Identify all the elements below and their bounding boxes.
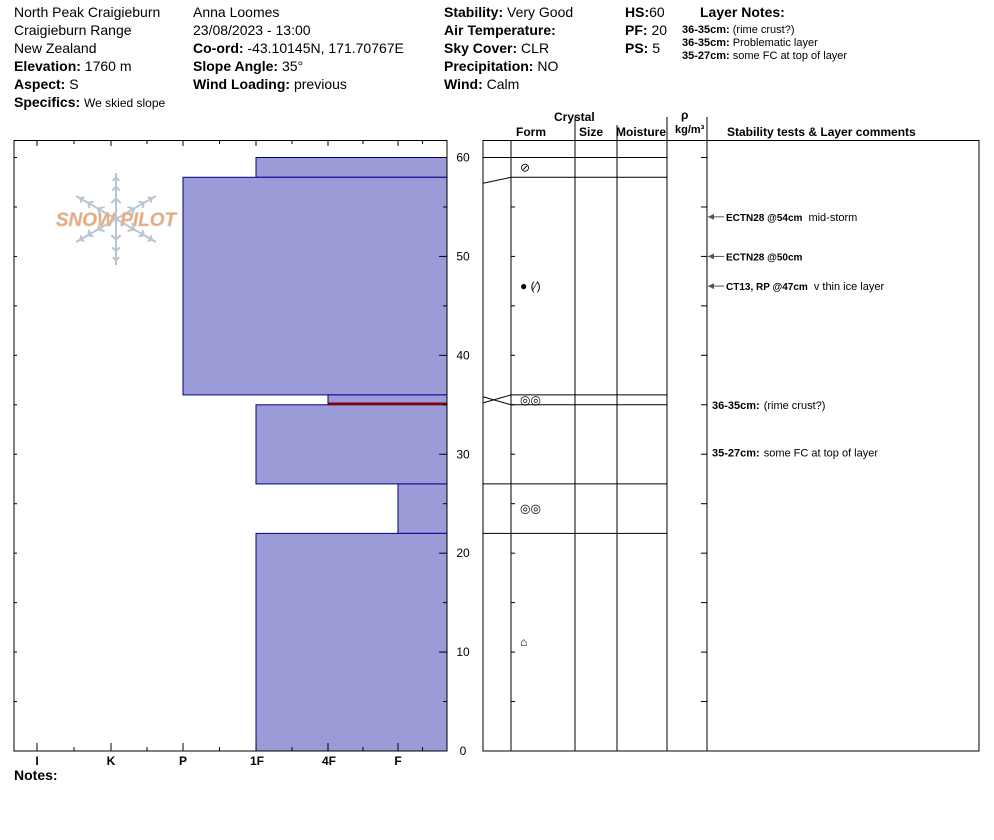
coord-value: -43.10145N, 171.70767E [247, 40, 404, 56]
observer-name: Anna Loomes [193, 4, 280, 20]
stability-test-label [726, 252, 803, 263]
layer-comment-range: 35-27cm: [712, 447, 760, 460]
crystal-header: Crystal [554, 110, 595, 124]
layer-note-text: some FC at top of layer [732, 50, 848, 62]
test-comment: v thin ice layer [813, 281, 885, 294]
layer-note-range: 36-35cm: [682, 37, 730, 49]
wind-label: Wind: [444, 76, 483, 92]
wind-value: Calm [486, 76, 520, 92]
test-name: CT13, RP @47cm [726, 282, 808, 294]
grain-form-symbol: ⊘ [520, 160, 531, 175]
depth-tick-label: 10 [456, 645, 470, 660]
test-arrow-head [708, 283, 714, 289]
snowflake-branch [139, 235, 144, 236]
test-arrow-head [708, 214, 714, 220]
comments-header: Stability tests & Layer comments [727, 125, 916, 139]
layer-note-text: Problematic layer [732, 37, 818, 49]
depth-tick-label: 0 [459, 744, 467, 758]
layer-comment-text: (rime crust?) [763, 399, 826, 412]
notes-label: Notes: [14, 767, 58, 783]
layer-comment-range: 36-35cm: [712, 399, 760, 412]
ps-label: PS: [625, 40, 649, 56]
air-temp-label: Air Temperature: [444, 22, 556, 38]
wind-loading-label: Wind Loading: [193, 76, 291, 92]
density-unit: kg/m³ [675, 124, 705, 136]
stability-tests [708, 212, 884, 459]
precip-label: Precipitation: [444, 58, 534, 74]
snowflake-branch [80, 240, 84, 241]
hs-label: HS: [625, 4, 650, 20]
snowflake-branch [88, 235, 93, 236]
snowflake-branch [80, 198, 81, 202]
depth-tick-label: 50 [456, 249, 470, 264]
logo-text: SNOW PILOT [55, 210, 177, 231]
snowflake-branch [128, 207, 134, 209]
observation-datetime: 23/08/2023 - 13:00 [193, 22, 311, 38]
elevation-label: Elevation: [14, 58, 81, 74]
grain-symbols [520, 160, 541, 649]
wind-loading-value: previous [293, 76, 347, 92]
density-symbol: ρ [681, 108, 689, 122]
test-name: ECTN28 @54cm [726, 212, 803, 224]
form-header: Form [516, 125, 546, 139]
snowflake-branch [148, 240, 152, 241]
grain-form-symbol: ⌂ [520, 635, 528, 650]
grain-form-symbol: ◎◎ [520, 392, 541, 407]
depth-tick-label: 60 [456, 150, 470, 165]
depth-tick-label: 30 [456, 447, 470, 462]
coord-label: Co-ord: [193, 40, 244, 56]
elevation-value: 1760 m [84, 58, 132, 74]
specifics-label: Specifics: [14, 94, 81, 110]
slope-value: 35° [281, 58, 304, 74]
hardness-tick-label: P [178, 754, 188, 768]
depth-tick-label: 40 [456, 348, 470, 363]
hardness-tick-label: 4F [321, 754, 337, 768]
ps-value: 5 [652, 40, 661, 56]
moisture-header: Moisture [616, 125, 667, 139]
test-arrow-head [708, 253, 714, 259]
depth-tick-label: 20 [456, 546, 470, 561]
snowflake-branch [88, 203, 89, 208]
layer-notes-title: Layer Notes: [700, 4, 785, 20]
hardness-tick-label: F [394, 754, 402, 768]
layer-note-range: 35-27cm: [682, 50, 730, 62]
snowflake-branch [88, 201, 93, 202]
stability-test-label [726, 212, 857, 224]
hardness-layer-bar [398, 484, 447, 533]
stability-value: Very Good [507, 4, 574, 20]
precip-value: NO [537, 58, 559, 74]
hardness-layers [183, 158, 447, 752]
sky-value: CLR [521, 40, 550, 56]
snowflake-branch [151, 235, 152, 239]
layer-note-text: (rime crust?) [732, 24, 795, 36]
location-name: North Peak Craigieburn [14, 4, 161, 20]
hardness-tick-label: K [106, 754, 116, 768]
stability-label: Stability: [444, 4, 504, 20]
aspect-value: S [69, 76, 79, 92]
grain-form-symbol: ◎◎ [520, 501, 541, 516]
stability-test-label [726, 281, 884, 293]
specifics-value: We skied slope [84, 96, 166, 110]
range-name: Craigieburn Range [14, 22, 132, 38]
grain-form-symbol: ● (⁄) [520, 279, 541, 294]
layer-note-range: 36-35cm: [682, 24, 730, 36]
aspect-label: Aspect: [14, 76, 66, 92]
hardness-layer-bar [256, 158, 447, 178]
hardness-layer-bar [256, 533, 447, 751]
hardness-tick-label: I [35, 754, 39, 768]
sky-label: Sky Cover: [444, 40, 518, 56]
pf-value: 20 [651, 22, 668, 38]
layer-comment [712, 400, 825, 412]
snowflake-branch [148, 197, 152, 198]
hardness-tick-label: 1F [249, 754, 265, 768]
size-header: Size [579, 125, 604, 139]
layer-comment-text: some FC at top of layer [763, 447, 879, 460]
hs-value: 60 [649, 4, 665, 20]
layer-comment [712, 447, 878, 459]
slope-label: Slope Angle: [193, 58, 279, 74]
hardness-layer-bar [256, 405, 447, 484]
test-comment: mid-storm [808, 211, 858, 224]
snowpilot-logo [56, 173, 178, 265]
crystal-plot-border [483, 141, 979, 752]
hardness-layer-bar [183, 177, 447, 395]
country-name: New Zealand [14, 40, 97, 56]
snowflake-branch [139, 201, 144, 202]
pf-label: PF: [625, 22, 648, 38]
test-name: ECTN28 @50cm [726, 252, 803, 264]
snowflake-branch [80, 197, 84, 198]
